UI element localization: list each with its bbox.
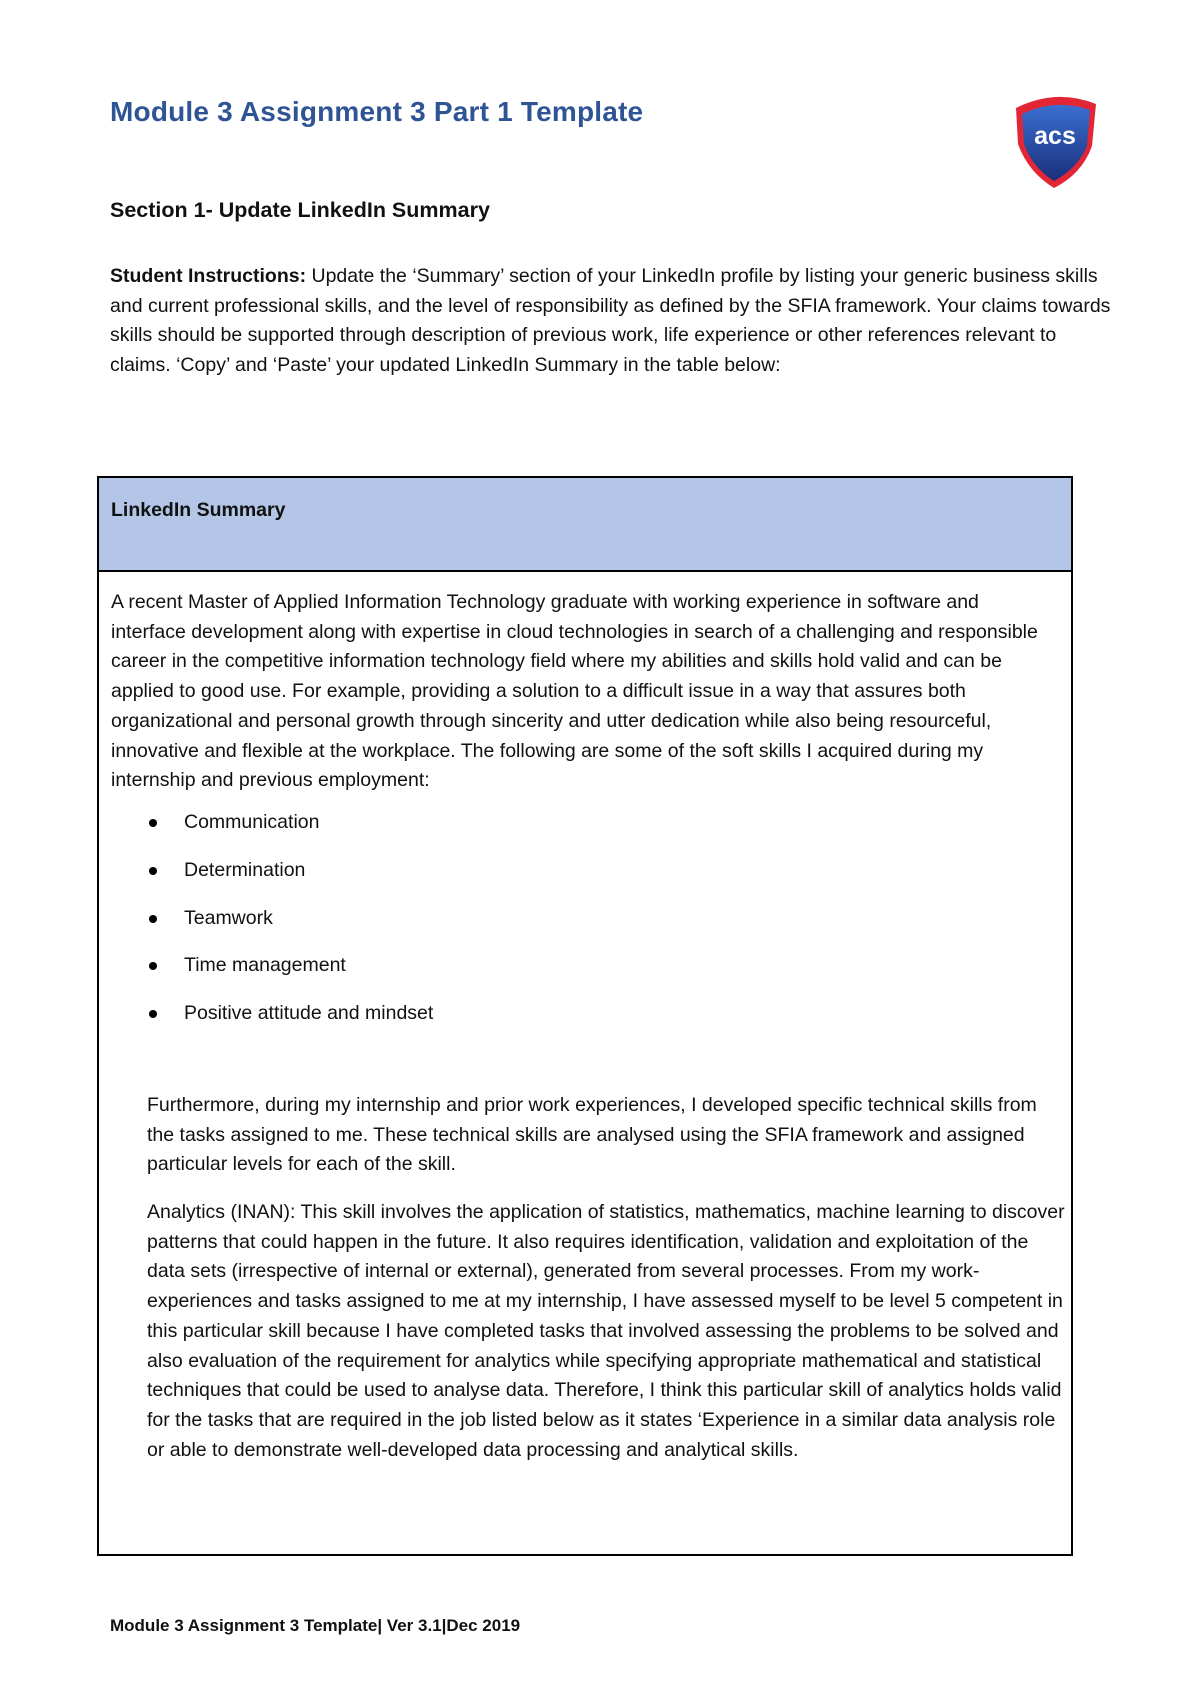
bullet-icon xyxy=(149,819,157,827)
instructions-label: Student Instructions: xyxy=(110,265,307,287)
soft-skills-list xyxy=(111,808,1059,1047)
page-footer: Module 3 Assignment 3 Template| Ver 3.1|Dec 2019 xyxy=(110,1616,521,1635)
student-instructions xyxy=(110,262,1120,380)
acs-logo xyxy=(1010,94,1102,190)
table-body xyxy=(99,572,1071,1465)
summary-paragraph-technical: Furthermore, during my internship and prior work experiences, I developed specific technical skills from the tasks assigned to me. These technical skills are analysed using the SFIA framework and assigned particular levels for each of the skill. xyxy=(147,1093,1037,1176)
skill-label: Time management xyxy=(184,954,346,977)
list-item xyxy=(111,856,1059,904)
skill-label: Teamwork xyxy=(184,906,273,929)
skill-label: Communication xyxy=(184,810,320,833)
instructions-text: Update the ‘Summary’ section of your LinkedIn profile by listing your generic business skills and current professional skills, and the level of responsibility as defined by the SFIA framework. Your claims towards skills should be supported through description of previous work, life experience or other references relevant to claims. ‘Copy’ and ‘Paste’ your updated LinkedIn Summary in the table below: xyxy=(110,265,1111,376)
bullet-icon xyxy=(149,915,157,923)
list-item xyxy=(111,999,1059,1047)
svg-text:acs: acs xyxy=(1034,122,1076,150)
summary-paragraph-intro: A recent Master of Applied Information Technology graduate with working experience in software and interface development along with expertise in cloud technologies in search of a challenging and responsible career in the competitive information technology field where my abilities and skills hold valid and can be applied to good use. For example, providing a solution to a difficult issue in a way that assures both organizational and personal growth through sincerity and utter dedication while also being resourceful, innovative and flexible at the workplace. The following are some of the soft skills I acquired during my internship and previous employment: xyxy=(111,591,1038,792)
skill-label: Positive attitude and mindset xyxy=(184,1002,434,1025)
bullet-icon xyxy=(149,1010,157,1018)
linkedin-summary-table xyxy=(97,476,1073,1556)
table-header: LinkedIn Summary xyxy=(99,478,1071,572)
bullet-icon xyxy=(149,867,157,875)
summary-paragraph-analytics: Analytics (INAN): This skill involves the application of statistics, mathematics, machine learning to discover patterns that could happen in the future. It also requires identification, validation and exploitation of the data sets (irrespective of internal or external), generated from several processes. From my work-experiences and tasks assigned to me at my internship, I have assessed myself to be level 5 competent in this particular skill because I have completed tasks that involved assessing the problems to be solved and also evaluation of the requirement for analytics while specifying appropriate mathematical and statistical techniques that could be used to analyse data. Therefore, I think this particular skill of analytics holds valid for the tasks that are required in the job listed below as it states ‘Experience in a similar data analysis role or able to demonstrate well-developed data processing and analytical skills. xyxy=(147,1201,1065,1461)
skill-label: Determination xyxy=(184,858,306,881)
list-item xyxy=(111,951,1059,999)
document-title: Module 3 Assignment 3 Part 1 Template xyxy=(110,96,644,127)
bullet-icon xyxy=(149,962,157,970)
list-item xyxy=(111,808,1059,856)
section-heading: Section 1- Update LinkedIn Summary xyxy=(110,198,490,222)
list-item xyxy=(111,904,1059,952)
